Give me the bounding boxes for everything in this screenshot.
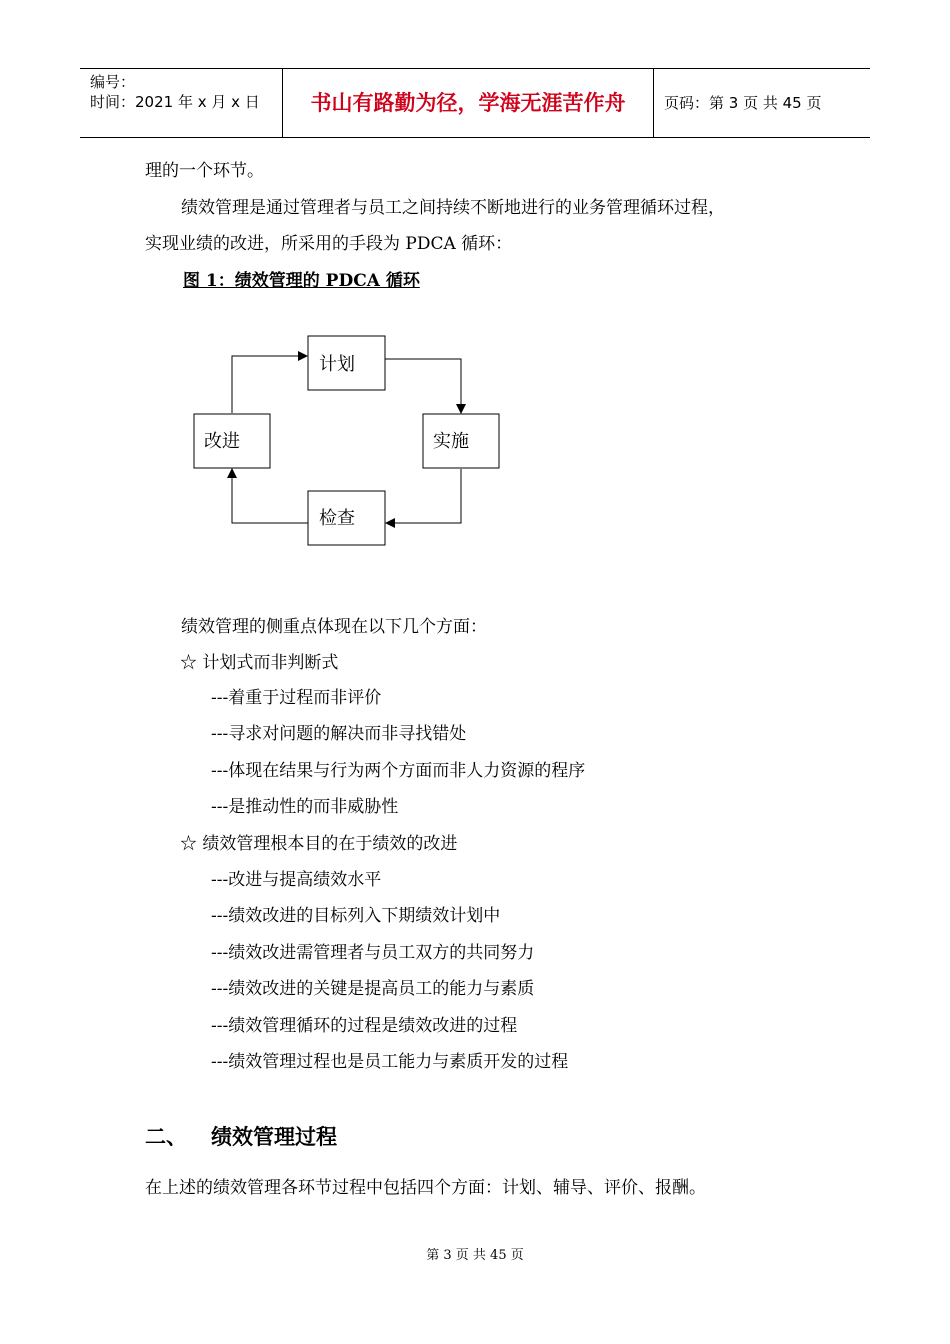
- section-2-heading: [145, 1123, 337, 1151]
- point-2-item: ---绩效管理循环的过程是绩效改进的过程: [211, 1016, 518, 1036]
- node-act: [194, 414, 270, 468]
- point-2-item: ---绩效改进需管理者与员工双方的共同努力: [211, 943, 535, 963]
- point-1-item: ---是推动性的而非威胁性: [211, 797, 399, 817]
- connector-check-to-act: [232, 469, 308, 523]
- point-1-title: ☆ 计划式而非判断式: [180, 653, 339, 673]
- header-number-label: 编号：: [90, 73, 136, 91]
- section-2-paragraph: 在上述的绩效管理各环节过程中包括四个方面：计划、辅导、评价、报酬。: [145, 1178, 706, 1198]
- header-page-info: 页码：第 3 页 共 45 页: [664, 94, 822, 112]
- body-line-3: 实现业绩的改进，所采用的手段为 PDCA 循环：: [145, 234, 513, 254]
- node-do-label: 实施: [433, 431, 469, 452]
- body-line-1: 理的一个环节。: [145, 161, 264, 181]
- section-2-number: 二、: [145, 1125, 187, 1149]
- body-line-2: 绩效管理是通过管理者与员工之间持续不断地进行的业务管理循环过程，: [181, 198, 725, 218]
- point-2-title: ☆ 绩效管理根本目的在于绩效的改进: [180, 834, 458, 854]
- header-slogan: 书山有路勤为径，学海无涯苦作舟: [282, 69, 654, 137]
- node-check: [308, 491, 385, 545]
- point-2-item: ---改进与提高绩效水平: [211, 870, 382, 890]
- node-do: [423, 414, 499, 468]
- node-check-label: 检查: [319, 508, 355, 529]
- point-2-item: ---绩效改进的关键是提高员工的能力与素质: [211, 979, 535, 999]
- node-plan: [308, 336, 385, 390]
- page-footer: 第 3 页 共 45 页: [426, 1248, 524, 1263]
- connector-act-to-plan: [232, 356, 307, 413]
- point-1-item: ---体现在结果与行为两个方面而非人力资源的程序: [211, 761, 586, 781]
- node-act-label: 改进: [204, 431, 240, 452]
- emphasis-intro: 绩效管理的侧重点体现在以下几个方面：: [181, 617, 487, 637]
- section-2-title: 绩效管理过程: [211, 1125, 337, 1149]
- point-2-item: ---绩效管理过程也是员工能力与素质开发的过程: [211, 1052, 569, 1072]
- connector-plan-to-do: [385, 359, 461, 413]
- header-time-label: 时间：2021 年 x 月 x 日: [90, 93, 260, 111]
- connector-do-to-check: [386, 469, 461, 523]
- node-plan-label: 计划: [319, 354, 355, 375]
- point-1-item: ---着重于过程而非评价: [211, 688, 382, 708]
- point-1-item: ---寻求对问题的解决而非寻找错处: [211, 724, 467, 744]
- figure-title: 图 1：绩效管理的 PDCA 循环: [183, 271, 420, 291]
- point-2-item: ---绩效改进的目标列入下期绩效计划中: [211, 906, 501, 926]
